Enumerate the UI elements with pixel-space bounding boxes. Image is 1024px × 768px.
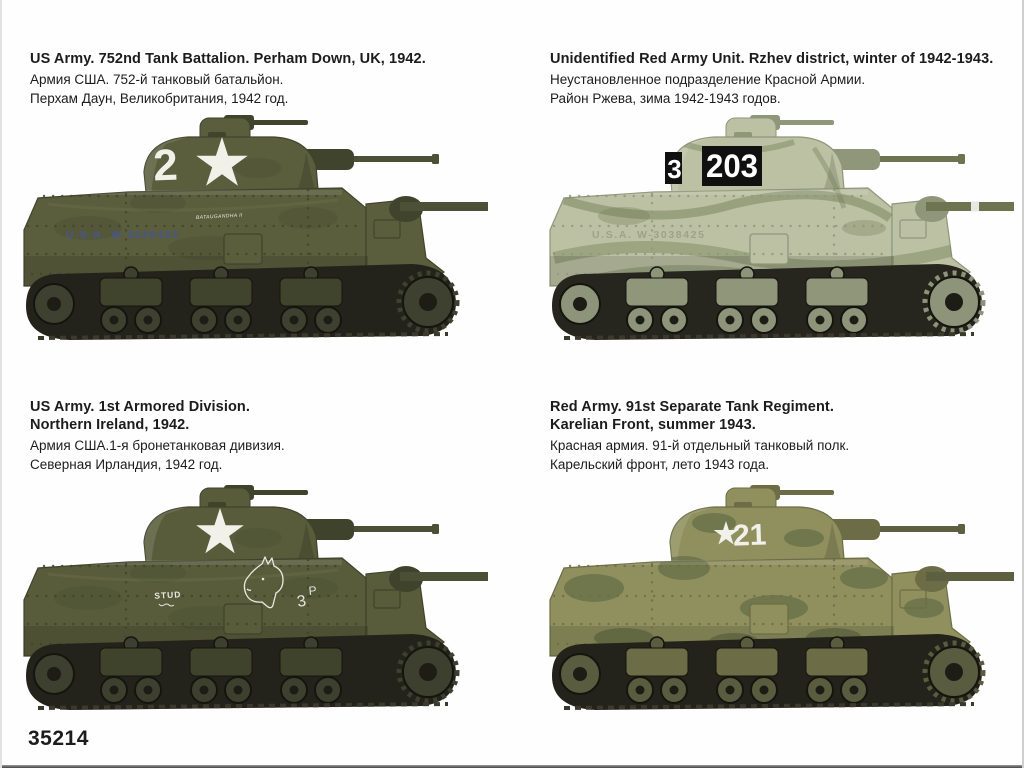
tank-illustration-1 (8, 108, 494, 348)
svg-text:2: 2 (152, 140, 179, 191)
scheme-1-caption (30, 50, 504, 108)
scheme-2-title-en: Unidentified Red Army Unit. Rzhev district, winter of 1942-1943. (550, 51, 994, 67)
scheme-3-caption (30, 398, 504, 474)
svg-text:3: 3 (667, 154, 682, 184)
scheme-4-title-ru-1: Красная армия. 91-й отдельный танковый полк. (550, 438, 850, 453)
scheme-2-title-ru-2: Район Ржева, зима 1942-1943 годов. (550, 91, 781, 106)
svg-text:U.S.A. W-3038425: U.S.A. W-3038425 (592, 229, 706, 241)
svg-text:3: 3 (295, 592, 308, 611)
svg-text:STUD: STUD (154, 589, 182, 601)
tank-illustration-2 (534, 108, 1020, 348)
svg-text:P: P (308, 583, 318, 598)
scheme-1-title-ru-2: Перхам Даун, Великобритания, 1942 год. (30, 91, 289, 106)
scheme-4-caption (550, 398, 1024, 474)
svg-text:21: 21 (732, 518, 767, 553)
scheme-2-title-ru-1: Неустановленное подразделение Красной Армии. (550, 72, 866, 87)
svg-text:U.S.A. W-3028425: U.S.A. W-3028425 (66, 229, 180, 241)
svg-text:203: 203 (706, 148, 758, 184)
scheme-1-title-en: US Army. 752nd Tank Battalion. Perham Down, UK, 1942. (30, 51, 426, 67)
page-edge-left (0, 0, 2, 768)
svg-text:BATAUGANDHA II: BATAUGANDHA II (195, 212, 243, 221)
scheme-4-title-en: Red Army. 91st Separate Tank Regiment. (550, 399, 834, 415)
scheme-3-title-ru-2: Северная Ирландия, 1942 год. (30, 457, 223, 472)
tank-illustration-3 (8, 478, 494, 718)
scheme-2-caption (550, 50, 1024, 108)
scheme-3-title-en: US Army. 1st Armored Division. (30, 399, 251, 415)
scheme-4-title-ru-2: Карельский фронт, лето 1943 года. (550, 457, 770, 472)
scheme-1-title-ru-1: Армия США. 752-й танковый батальйон. (30, 72, 284, 87)
scheme-4-title-en-2: Karelian Front, summer 1943. (550, 417, 756, 433)
scheme-3-title-ru-1: Армия США.1-я бронетанковая дивизия. (30, 438, 285, 453)
scheme-3-title-en-2: Northern Ireland, 1942. (30, 417, 190, 433)
tank-illustration-4 (534, 478, 1020, 718)
kit-number: 35214 (28, 727, 89, 750)
